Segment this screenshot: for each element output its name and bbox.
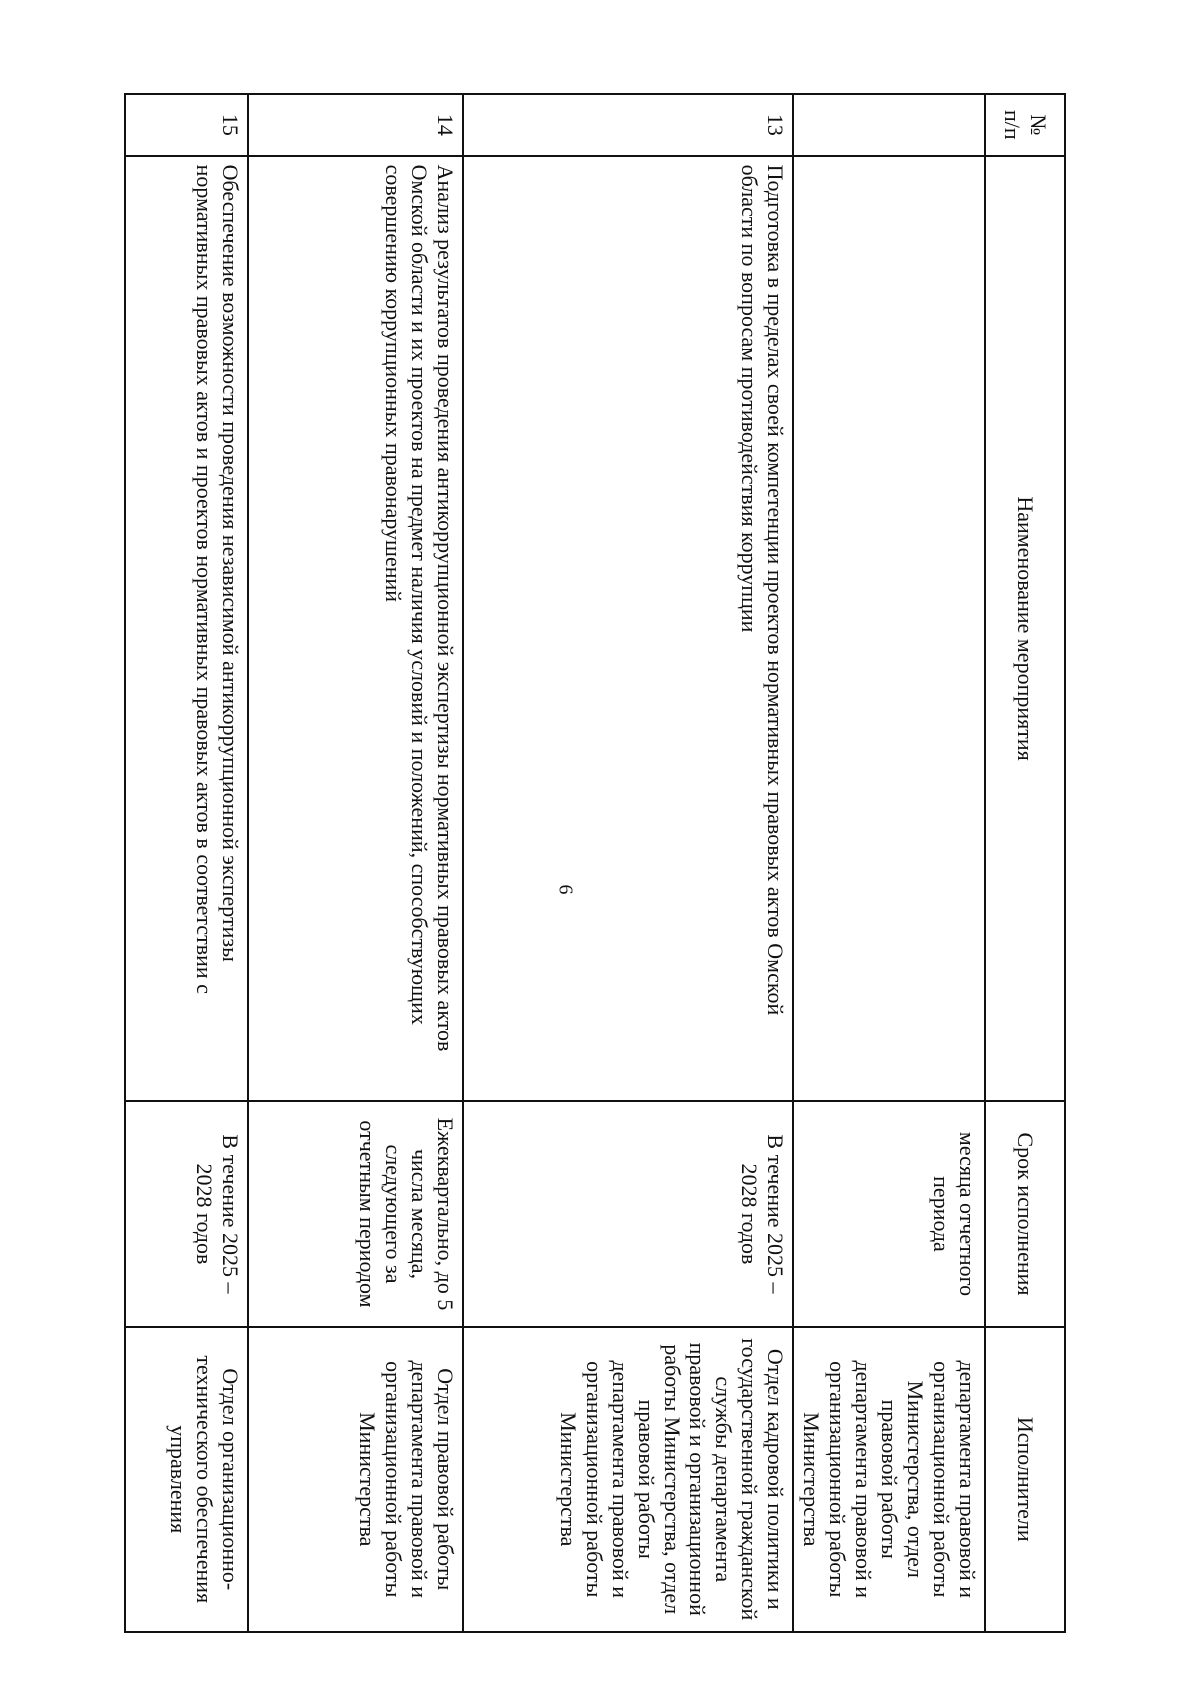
header-term: Срок исполнения <box>985 1101 1065 1326</box>
row-term: месяца отчетного периода <box>793 1101 985 1326</box>
row-num <box>793 94 985 156</box>
row-term: В течение 2025 – 2028 годов <box>463 1101 793 1326</box>
row-executors: Отдел организационно-технического обеспечения управления <box>125 1327 248 1632</box>
row-name <box>793 156 985 1102</box>
header-executors: Исполнители <box>985 1327 1065 1632</box>
table-row <box>248 94 463 1632</box>
table-row <box>125 94 248 1632</box>
page-number: 6 <box>554 884 577 895</box>
table-row <box>463 94 793 1632</box>
row-term: Ежеквартально, до 5 числа месяца, следующего за отчетным периодом <box>248 1101 463 1326</box>
header-name: Наименование мероприятия <box>985 156 1065 1102</box>
row-executors: департамента правовой и организационной работы Министерства, отдел правовой работы департамента правовой и организационной работы Министерства <box>793 1327 985 1632</box>
table-header-row <box>985 94 1065 1632</box>
row-term: В течение 2025 – 2028 годов <box>125 1101 248 1326</box>
table-row <box>793 94 985 1632</box>
row-executors: Отдел правовой работы департамента правовой и организационной работы Министерства <box>248 1327 463 1632</box>
row-num: 15 <box>125 94 248 156</box>
row-name: Подготовка в пределах своей компетенции проектов нормативных правовых актов Омской области по вопросам противодействия коррупции <box>463 156 793 1102</box>
events-table <box>124 93 1066 1633</box>
row-executors: Отдел кадровой политики и государственной гражданской службы департамента правовой и организационной работы Министерства, отдел правовой работы департамента правовой и организационной работы Министерства <box>463 1327 793 1632</box>
rotated-table-stage <box>124 93 1066 1633</box>
row-num: 14 <box>248 94 463 156</box>
row-name: Анализ результатов проведения антикоррупционной экспертизы нормативных правовых актов Омской области и их проектов на предмет наличия условий и положений, способствующих совершению коррупционных правонарушений <box>248 156 463 1102</box>
row-num: 13 <box>463 94 793 156</box>
header-num: № п/п <box>985 94 1065 156</box>
row-name: Обеспечение возможности проведения независимой антикоррупционной экспертизы нормативных правовых актов и проектов нормативных правовых актов в соответствии с <box>125 156 248 1102</box>
